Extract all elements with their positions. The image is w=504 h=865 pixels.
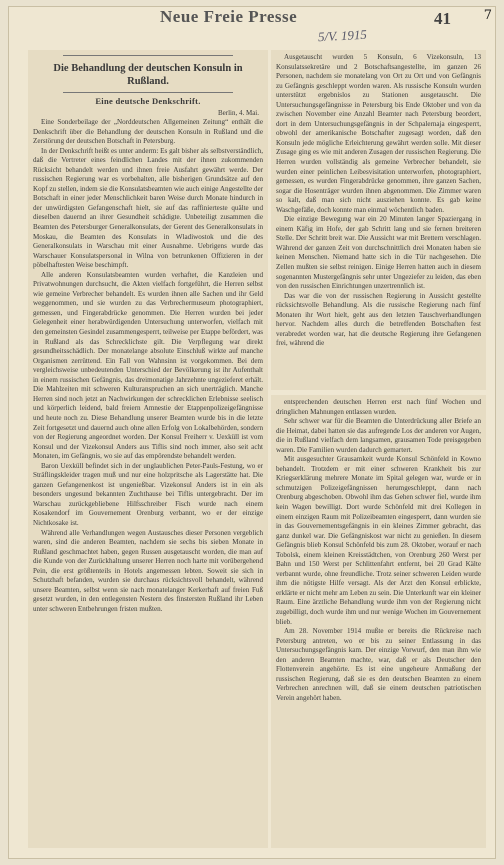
article-dateline: Berlin, 4. Mai. — [217, 109, 259, 117]
right-top-paragraph: Ausgetauscht wurden 5 Konsuln, 6 Vizekonsuln, 13 Konsulatssekretäre und 2 Botschaftsangestellte, im ganzen 26 Personen, nachdem sie monatelang von Ort zu Ort und von Gefängnis zu Gefängnis geschleppt worden waren. Als russische Konsuln wurden unterstützt ergebnislos zu Stationen ausgetauscht. Die Untersuchungsgefängnisse in Petersburg bis Ende Oktober und von da zwischen November eine Anzahl Beamter nach Petersburg beordert, dort in dem Untersuchungsgefängnis in der Schpalernaja eingesperrt, obwohl der amerikanische Botschafter zugesagt worden, daß den Konsuln jede mögliche Erleichterung gewährt werden solle. Mit dieser Zusage ging es wie mit anderen Zusagen der russischen Regierung. Die Herren wurden vollständig als gemeine Verbrecher behandelt, sie wurden einer peinlichen Leibesvisitation unterworfen, photographiert, gemessen, es wurden Fingerabdrücke genommen, ihre ganzen Sachen, sogar die Hosenträger wurden ihnen abgenommen. Die Zimmer waren so kalt, daß man sich nicht ausziehen konnte. Es gab keine Waschgefäße, doch konnte man einmal wöchentlich baden. — [276, 53, 481, 214]
right-bottom-paragraph: Sehr schwer war für die Beamten die Unterdrückung aller Briefe an die Heimat, dabei hatten sie das aufregende Los der anderen vor Augen, die in Rußland vielfach dem langsamen, grausamen Tode preisgegeben waren. Die Familien wurden dadurch gemartert. — [276, 417, 481, 454]
newspaper-title: Neue Freie Presse — [160, 7, 298, 26]
left-paragraph: Während alle Verhandlungen wegen Austausches dieser Personen vergeblich waren, sind die anderen Beamten, nachdem sie sechs bis sieben Monate in Rußland geschmachtet haben, gegen Russen ausgetauscht worden, die man auf die Kunde von der Zurückhaltung unserer Herren noch harte mit vorübergehend Pein, die erst größtenteils in Hotels angemessen lebten. Soweit sie sich in Schutzhaft befanden, wurden sie durchaus rücksichtsvoll behandelt, während unsere Beamten, selbst wenn sie nach monatelanger Kerkerhaft auf freien Fuß gesetzt wurden, in den entlegensten Nestern des finstersten Rußland ihr Leben unter schweren Entbehrungen fristen mußten. — [33, 528, 263, 613]
page-number: 41 — [434, 9, 451, 28]
article-title: Die Behandlung der deutschen Konsuln in Rußland. — [53, 63, 243, 87]
left-paragraph: Baron Uexküll befindet sich in der unglaublichen Peter-Pauls-Festung, wo er Sträflingskleider tragen muß und nur eine holzpritsche als Lagerstätte hat. Die ganzen Gefangenenkost ist ungenießbar. Vizekonsul Anders ist in ein als besonders ungesund bekannten Zuchthause bei Tiflis untergebracht. Der im Warschau zurückgebliebene Hilfsschreiber Fisch wurde nach einem Kosakendorf im Gouvernement Orenburg verbannt, wo er der einzige Nichtkosake ist. — [33, 461, 263, 527]
left-paragraph: Eine Sonderbeilage der „Norddeutschen Allgemeinen Zeitung“ enthält die Denkschrift über die Behandlung der deutschen Konsuln in Rußland und die Zerstörung der deutschen Botschaft in Petersburg. — [33, 118, 263, 146]
title-rule-bottom — [63, 92, 233, 93]
article-subheading: Eine deutsche Denkschrift. — [95, 96, 201, 106]
right-top-paragraph: Die einzige Bewegung war ein 20 Minuten langer Spaziergang in einem Käfig im Hofe, der gab Schritt lang und sie fernen breiteren Stelle. Der Schritt breit war. Die Aussicht war mit Brettern verschlagen. Während der ganzen Zeit von durchschnittlich drei Monaten haben sie keinen Menschen. Niemand hatte sich in die Tür nachgesehen. Die Zellen mußten sie selbst reinigen. Einige Herren hatten auch in diesem sogenannten Mustergefängnis sehr unter Ungeziefer zu leiden, das eben von den russischen Einrichtungen unzertrennlich ist. — [276, 215, 481, 291]
right-top-paragraph: Das war die von der russischen Regierung in Aussicht gestellte rücksichtsvolle Behandlung. Als die russische Regierung nach fünf Monaten ihr Wort hielt, geht aus den letzten Tauschverhandlungen hervor. Nachdem alles durch die betreffenden Botschaften fest verabredet worden war, hat die deutsche Regierung ihre Gefangenen frei, während die — [276, 291, 481, 348]
handwritten-date: 5/V. 1915 — [317, 26, 368, 45]
right-bottom-paragraph: Mit ausgesuchter Grausamkeit wurde Konsul Schönfeld in Kowno behandelt. Trotzdem er mit einer schweren Krankheit bis zur Kriegserklärung mehrere Monate im Spital gelegen war, wurde er in schmutzigen Polizeigefängnissen herumgeschleppt, dann nach Orenburg abgeschoben. Obwohl ihm das Gehen schwer fiel, wurde ihm kein Wagen bewilligt. Dort wurde Schönfeld mit drei Kollegen in einem einzigen Raum mit Polizeibeamten eingesperrt, dann wurden sie in das Gouvernementsgefängnis in ein kleines Zimmer gebracht, das ganz dunkel war. Die Gefängniskost war nicht zu genießen. In diesem Gefängnis blieb Konsul Schönfeld bis zum 28. Oktober, worauf er nach Tobolsk, einem kleinen Kreisstädtchen, von Orenburg 260 Werst per Bahn und 150 Werst per Schlittenfahrt entfernt, bei 20 Grad Kälte verbannt wurde, ohne freundliche. Trotz seiner schweren Leiden wurde ihm die nötigste Hilfe versagt. Als der Arzt den Konsul erblickte, erklärte er nicht mehr am Leben zu sein. Die Unterkunft war ein kleiner Raum. Eine ärztliche Behandlung wurde ihm von der Regierung nicht zugebilligt, doch wurde ihm und nur wenige Wochen im Gouvernement blieb. — [276, 455, 481, 626]
title-rule-top — [63, 55, 233, 56]
article-column-right-top — [271, 50, 486, 390]
article-column-left — [28, 50, 268, 848]
article-column-right-bottom — [271, 395, 486, 848]
left-paragraph: In der Denkschrift heißt es unter anderm: Es galt bisher als selbstverständlich, daß die Vertreter eines feindlichen Landes mit der ihnen zukommenden Rücksicht behandelt werden und ihnen freie Ausfahrt gewährt werde. Der russischen Regierung war es vorbehalten, alle bisherigen Grundsätze auf den Kopf zu stellen, indem sie die Konsulatsbeamten wie auch einige Angestellte der Botschaft in einer jeder Menschlichkeit baren Weise durch Monate hindurch in der unwürdigsten Gefangenschaft hielt, sie auf das raffinierteste quälte und dieselben dauernd an ihrer Gesundheit schädigte. Unbeteiligt zusammen die Beamten des Petersburger Generalkonsulats, der Gerent des Generalkonsulats in Moskau, die Beamten des Konsulats in Wladiwostok und die des Generalkonsulats in Warschau mit einer Ausnahme. Uebrigens wurde das Warschauer Konsulatspersonal in Wilna von betrunkenen Offizieren in der pöbelhaftesten Weise beschimpft. — [33, 146, 263, 270]
right-bottom-paragraph: Am 28. November 1914 mußte er bereits die Rückreise nach Petersburg antreten, wo er bis zu seiner Entlassung in das Untersuchungsgefängnis kam. Der einzige Vorwurf, den man ihm wie den anderen Beamten machte, war, daß er als Deutscher den Flottenverein angehörte. Es ist eine ungeheure Anmaßung der russischen Regierung, daß sie es den deutschen Beamten zu einem Verbrechen anrechnen will, daß sie einem deutschen patriotischen Verein angehört haben. — [276, 627, 481, 702]
corner-handwritten-mark: 7 — [483, 8, 492, 23]
left-paragraph: Alle anderen Konsulatsbeamten wurden verhaftet, die Kanzleien und Privatwohnungen durchsucht, die Akten vielfach fortgeführt, die Herren selbst wie gemeine Verbrecher behandelt. Es wurden ihnen alle Sachen und ihr Geld weggenommen, und sie wurden zu das Verbrechermuseum photographiert, gemessen, und Fingerabdrücke genommen. Die Herren wurden bei jeder Gelegenheit einer herabwürdigenden Untersuchung unterworfen, vielfach mit den gemeinsten Gesindel zusammengesperrt, teilweise per Etappe befördert, was in Rußland als das Schrecklichste gilt. Die Verpflegung war direkt gesundheitsschädlich. Der monatelange absolute Einschluß wirkte auf manche Organismen zerrüttend. Ein Fall von Wahnsinn ist vorgekommen. Bei dem vergleichsweise unbedeutenden Unterschied der Bevölkerung ist ihr Aufenthalt in einem russischen Gefängnis, das dreimonatige Jahrzehnte ungezieferet erhält. Die Mahlzeiten mit schweren Kulturanspruchen an sich unerträglich. Manche Herren sind noch jetzt an Nachwirkungen der schrecklichen Erlebnisse seelisch und körperlich leidend, bald freiern Amnestie der Etappenpolizeigefängnisse und heute noch zu. Diese Behandlung unserer Beamten wurde bis in die letzte Zeit fortgesetzt und dauernd auch ohne allen Erfolg von Lokalbehörden, sondern von der Regierung angeordnet worden. Der Konsul Freiherr v. Uexküll ist vom Konsul und der Vizekonsul Anders aus Tiflis sind noch immer, also seit acht Monaten, im Gefängnis, wo sie auf das empörendste behandelt werden. — [33, 270, 263, 461]
right-bottom-paragraph: entsprechenden deutschen Herren erst nach fünf Wochen und dringlichen Mahnungen entlassen wurden. — [276, 398, 481, 416]
